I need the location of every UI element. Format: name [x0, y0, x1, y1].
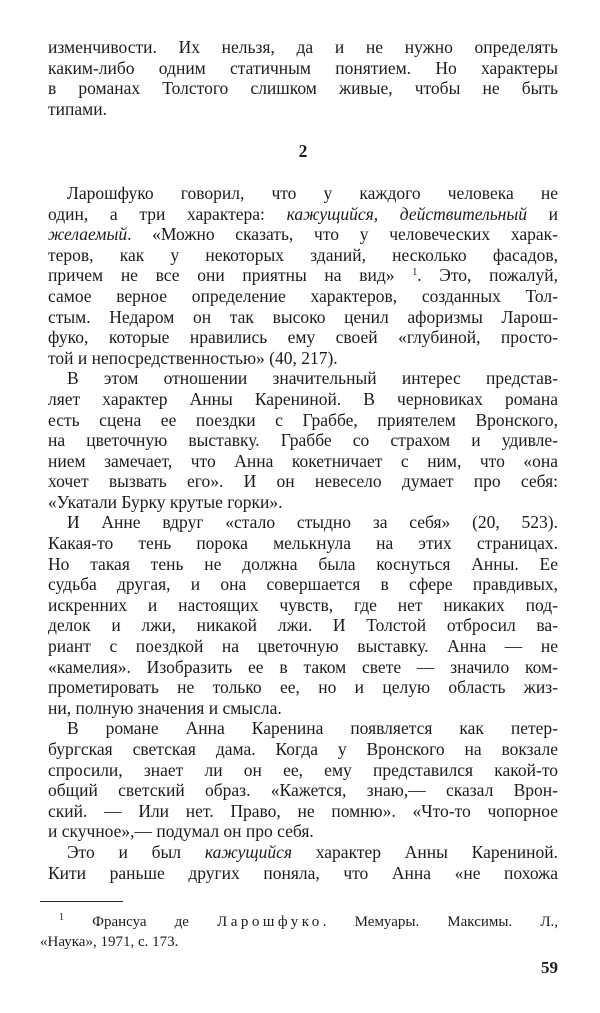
paragraph-line — [48, 368, 558, 389]
paragraph-line — [48, 698, 558, 719]
text-run: стым. Недаром он так высоко ценил афоризмы Ларош- — [48, 306, 558, 327]
text-run: на цветочную выставку. Граббе со страхом и удивле- — [48, 430, 558, 451]
paragraph-line — [48, 554, 558, 575]
paragraph-line — [48, 265, 558, 286]
footnote-divider — [40, 901, 123, 902]
text-run: Франсуа де — [64, 914, 218, 930]
text-run: есть сцена ее поездки с Граббе, приятелем Вронского, — [48, 409, 558, 430]
paragraph-line — [48, 595, 558, 616]
paragraph-line — [48, 348, 558, 369]
paragraph-line — [48, 245, 558, 266]
paragraph-line — [48, 286, 558, 307]
paragraph-line — [48, 389, 558, 410]
paragraph-line — [48, 677, 558, 698]
text-run: хочет вызвать его». И он невесело думает про себя: — [48, 471, 558, 492]
section-heading: 2 — [298, 140, 308, 161]
spacer — [48, 161, 558, 183]
text-run: прометировать не только ее, но и целую область жиз- — [48, 677, 558, 698]
text-run: делок и лжи, никакой лжи. И Толстой отбросил ва- — [48, 615, 558, 636]
text-run: «Укатали Бурку крутые горки». — [48, 491, 283, 512]
paragraph-line — [48, 451, 558, 472]
text-run: В романе Анна Каренина появляется как петер- — [67, 718, 558, 739]
text-run: искренних и настоящих чувств, где нет никаких под- — [48, 594, 558, 615]
paragraph-line — [48, 224, 558, 245]
text-run: причем не все они приятны на вид» — [48, 265, 413, 286]
paragraph-line — [48, 760, 558, 781]
text-run: И Анне вдруг «стало стыдно за себя» (20, 523). — [67, 512, 558, 533]
paragraph-line — [48, 471, 558, 492]
paragraph-line — [48, 801, 558, 822]
text-run: В этом отношении значительный интерес представ- — [67, 368, 558, 389]
text-run: и скучное»,— подумал он про себя. — [48, 821, 314, 842]
text-line — [48, 99, 558, 120]
italic-text: кажущийся — [204, 841, 292, 862]
text-run: типами. — [48, 98, 107, 119]
text-run: теров, как у некоторых зданий, несколько фасадов, — [48, 244, 558, 265]
text-run: изменчивости. Их нельзя, да и не нужно определять — [48, 37, 558, 57]
text-run: нием замечает, что Анна кокетничает с ним, что «она — [48, 450, 558, 471]
text-run: общий светский образ. «Кажется, знаю,— сказал Врон- — [48, 780, 558, 801]
paragraph-line — [48, 718, 558, 739]
text-run: характер Анны Карениной. — [291, 841, 558, 862]
paragraph-line — [48, 780, 558, 801]
text-run: Это и был — [67, 841, 205, 862]
text-run: ский. — Или нет. Право, не помню». «Что-то чопорное — [48, 800, 558, 821]
italic-text: желаемый — [48, 224, 128, 245]
text-run: ляет характер Анны Карениной. В черновиках романа — [48, 388, 558, 409]
text-run: ни, полную значения и смысла. — [48, 697, 282, 718]
footnote-marker: 1 — [412, 267, 418, 279]
paragraph-line — [48, 492, 558, 513]
paragraph-line — [48, 636, 558, 657]
text-run: «камелия». Изобразить ее в таком свете — значило ком- — [48, 656, 558, 677]
footnote-marker: 1 — [59, 912, 64, 923]
paragraph-line — [48, 430, 558, 451]
text-run: «Наука», 1971, с. 173. — [40, 934, 179, 950]
text-run: каким-либо одним статичным понятием. Но характеры — [48, 57, 558, 78]
paragraph-line — [48, 327, 558, 348]
footnote-line — [40, 932, 558, 952]
paragraph-line — [48, 512, 558, 533]
text-run: фуко, которые нравились ему своей «глубиной, просто- — [48, 327, 558, 348]
text-run: судьба другая, и она совершается в сфере правдивых, — [48, 574, 558, 595]
paragraph-line — [48, 739, 558, 760]
paragraph-line — [48, 307, 558, 328]
text-run: Ларошфуко — [217, 914, 323, 930]
text-run: Какая-то тень порока мелькнула на этих страницах. — [48, 533, 558, 554]
text-run: риант с поездкой на цветочную выставку. Анна — не — [48, 636, 558, 657]
text-run: и — [526, 203, 558, 224]
paragraph-line — [48, 615, 558, 636]
paragraph-line — [48, 574, 558, 595]
text-run: той и непосредственностью» (40, 217). — [48, 347, 338, 368]
text-run: самое верное определение характеров, созданных Тол- — [48, 285, 558, 306]
text-line — [48, 37, 558, 58]
footnote — [40, 912, 558, 952]
paragraph-line — [48, 533, 558, 554]
text-run: Но такая тень не должна была коснуться Анны. Ее — [48, 553, 558, 574]
paragraph-line — [48, 863, 558, 884]
text-line — [48, 78, 558, 99]
text-run: спросили, знает ли он ее, ему представился какой-то — [48, 759, 558, 780]
page-number: 59 — [541, 958, 558, 977]
paragraph-line — [48, 204, 558, 225]
paragraph-line — [48, 410, 558, 431]
paragraph-line — [48, 821, 558, 842]
text-run: в романах Толстого слишком живые, чтобы не быть — [48, 78, 558, 99]
footnote-line — [40, 912, 558, 932]
paragraph-line — [48, 657, 558, 678]
text-run: Ларошфуко говорил, что у каждого человека не — [67, 182, 558, 203]
paragraph-line — [48, 183, 558, 204]
text-run: бургская светская дама. Когда у Вронского на вокзале — [48, 739, 558, 759]
text-run: . «Можно сказать, что у человеческих харак- — [127, 224, 558, 245]
text-run: . Это, пожалуй, — [417, 265, 558, 286]
book-page-body — [48, 37, 558, 883]
italic-text: кажущийся, действительный — [286, 203, 527, 224]
paragraph-line — [48, 842, 558, 863]
text-run: Кити раньше других поняла, что Анна «не похожа — [48, 862, 558, 883]
text-run: . Мемуары. Максимы. Л., — [322, 914, 558, 930]
text-line — [48, 58, 558, 79]
spacer — [48, 119, 558, 141]
text-run: один, а три характера: — [48, 203, 287, 224]
